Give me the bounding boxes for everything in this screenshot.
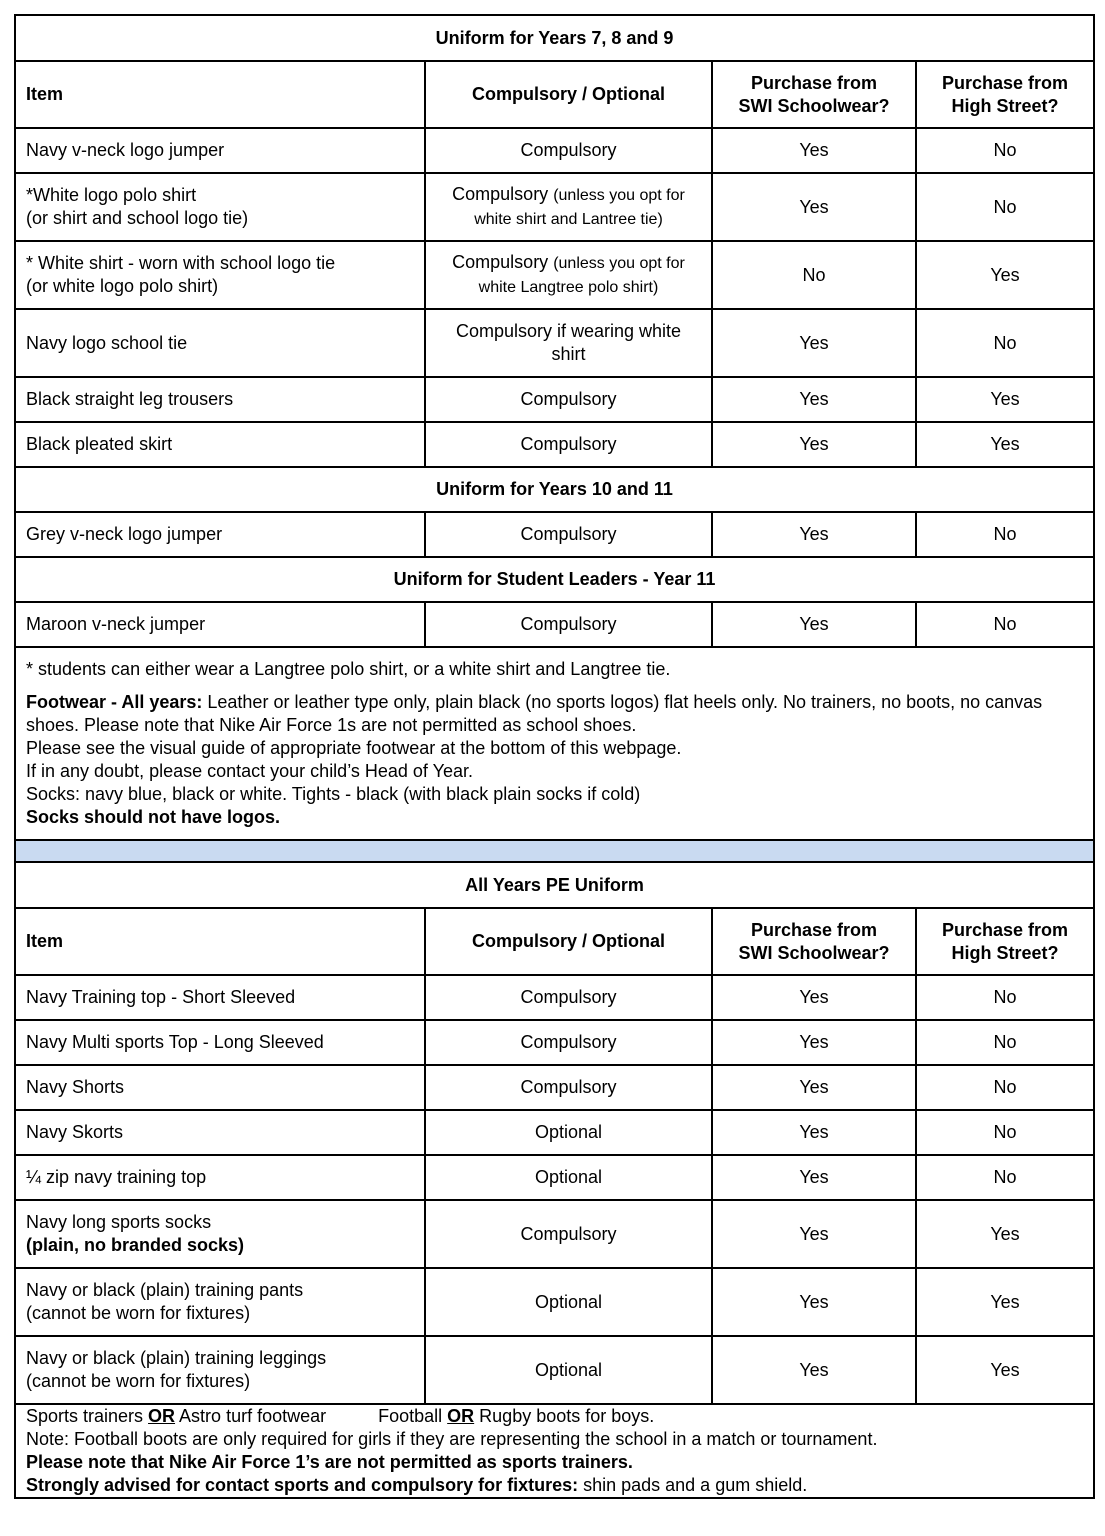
uniform-table — [14, 14, 1095, 1499]
swi-cell: Yes — [712, 975, 916, 1020]
uniform-notes-row — [15, 647, 1094, 840]
item-cell: Black straight leg trousers — [15, 377, 425, 422]
column-header-row — [15, 908, 1094, 975]
swi-cell: Yes — [712, 1065, 916, 1110]
swi-cell: Yes — [712, 1268, 916, 1336]
item-cell: * White shirt - worn with school logo tie (or white logo polo shirt) — [15, 241, 425, 309]
col-header-item: Item — [15, 908, 425, 975]
high-street-cell: Yes — [916, 377, 1094, 422]
footwear-requirement: Sports trainers OR Astro turf footwear Football OR Rugby boots for boys. — [26, 1406, 655, 1426]
swi-cell: Yes — [712, 1110, 916, 1155]
section-title: Uniform for Student Leaders - Year 11 — [15, 557, 1094, 602]
high-street-cell: Yes — [916, 1268, 1094, 1336]
item-cell: Navy Training top - Short Sleeved — [15, 975, 425, 1020]
high-street-cell: No — [916, 602, 1094, 647]
status-cell: Optional — [425, 1268, 712, 1336]
footwear-note: Footwear - All years: Leather or leather type only, plain black (no sports logos) flat heels only. No trainers, no boots, no canvas shoes. Please note that Nike Air Force 1s are not permitted as school shoes. — [26, 692, 1043, 735]
item-cell: Maroon v-neck jumper — [15, 602, 425, 647]
high-street-cell: No — [916, 512, 1094, 557]
visual-guide-note: Please see the visual guide of appropriate footwear at the bottom of this webpage. — [26, 738, 682, 758]
status-cell: Compulsory (unless you opt for white shirt and Lantree tie) — [425, 173, 712, 241]
high-street-cell: No — [916, 128, 1094, 173]
table-row — [15, 1155, 1094, 1200]
col-header-high-street: Purchase from High Street? — [916, 61, 1094, 128]
pe-notes — [15, 1404, 1094, 1498]
status-cell: Compulsory — [425, 975, 712, 1020]
status-cell: Compulsory — [425, 1200, 712, 1268]
col-header-swi: Purchase from SWI Schoolwear? — [712, 61, 916, 128]
table-row — [15, 602, 1094, 647]
item-cell: Black pleated skirt — [15, 422, 425, 467]
high-street-cell: Yes — [916, 241, 1094, 309]
item-cell: *White logo polo shirt (or shirt and school logo tie) — [15, 173, 425, 241]
swi-cell: Yes — [712, 512, 916, 557]
swi-cell: Yes — [712, 173, 916, 241]
status-cell: Compulsory — [425, 602, 712, 647]
status-cell: Optional — [425, 1336, 712, 1404]
table-row — [15, 1336, 1094, 1404]
high-street-cell: Yes — [916, 1336, 1094, 1404]
table-row — [15, 1268, 1094, 1336]
status-cell: Compulsory if wearing white shirt — [425, 309, 712, 377]
table-row — [15, 422, 1094, 467]
air-force-note: Please note that Nike Air Force 1’s are not permitted as sports trainers. — [26, 1452, 633, 1472]
table-row — [15, 309, 1094, 377]
swi-cell: Yes — [712, 1200, 916, 1268]
col-header-status: Compulsory / Optional — [425, 908, 712, 975]
status-cell: Compulsory — [425, 1020, 712, 1065]
section-title: Uniform for Years 7, 8 and 9 — [15, 15, 1094, 61]
section-header-years-10-11 — [15, 467, 1094, 512]
high-street-cell: No — [916, 1110, 1094, 1155]
item-cell: Navy v-neck logo jumper — [15, 128, 425, 173]
table-row — [15, 128, 1094, 173]
table-row — [15, 1065, 1094, 1110]
section-header-student-leaders — [15, 557, 1094, 602]
table-row — [15, 975, 1094, 1020]
swi-cell: Yes — [712, 1336, 916, 1404]
football-boots-note: Note: Football boots are only required for girls if they are representing the school in a match or tournament. — [26, 1429, 878, 1449]
item-cell: Navy Shorts — [15, 1065, 425, 1110]
status-cell: Optional — [425, 1110, 712, 1155]
status-cell: Compulsory — [425, 1065, 712, 1110]
item-cell: Navy Skorts — [15, 1110, 425, 1155]
status-cell: Compulsory — [425, 128, 712, 173]
status-cell: Optional — [425, 1155, 712, 1200]
section-title: Uniform for Years 10 and 11 — [15, 467, 1094, 512]
item-cell: Navy long sports socks (plain, no branded socks) — [15, 1200, 425, 1268]
high-street-cell: No — [916, 1155, 1094, 1200]
swi-cell: Yes — [712, 128, 916, 173]
pe-notes-row — [15, 1404, 1094, 1498]
item-cell: Navy Multi sports Top - Long Sleeved — [15, 1020, 425, 1065]
item-cell: Grey v-neck logo jumper — [15, 512, 425, 557]
status-cell: Compulsory — [425, 377, 712, 422]
high-street-cell: Yes — [916, 422, 1094, 467]
status-cell: Compulsory — [425, 512, 712, 557]
section-title: All Years PE Uniform — [15, 862, 1094, 908]
swi-cell: Yes — [712, 422, 916, 467]
table-row — [15, 173, 1094, 241]
table-row — [15, 241, 1094, 309]
table-row — [15, 512, 1094, 557]
divider — [15, 840, 1094, 862]
high-street-cell: No — [916, 1020, 1094, 1065]
table-row — [15, 1110, 1094, 1155]
table-row — [15, 1020, 1094, 1065]
table-row — [15, 1200, 1094, 1268]
swi-cell: Yes — [712, 377, 916, 422]
swi-cell: Yes — [712, 1020, 916, 1065]
protection-note: Strongly advised for contact sports and compulsory for fixtures: shin pads and a gum shield. — [26, 1475, 808, 1495]
item-cell: ¼ zip navy training top — [15, 1155, 425, 1200]
swi-cell: No — [712, 241, 916, 309]
table-row — [15, 377, 1094, 422]
high-street-cell: No — [916, 309, 1094, 377]
section-header-pe — [15, 862, 1094, 908]
section-header-years-7-9 — [15, 15, 1094, 61]
item-cell: Navy logo school tie — [15, 309, 425, 377]
star-note: * students can either wear a Langtree polo shirt, or a white shirt and Langtree tie. — [26, 659, 671, 679]
swi-cell: Yes — [712, 1155, 916, 1200]
high-street-cell: No — [916, 1065, 1094, 1110]
high-street-cell: No — [916, 975, 1094, 1020]
doubt-note: If in any doubt, please contact your child’s Head of Year. — [26, 761, 473, 781]
socks-note: Socks: navy blue, black or white. Tights - black (with black plain socks if cold) — [26, 784, 641, 804]
col-header-status: Compulsory / Optional — [425, 61, 712, 128]
high-street-cell: Yes — [916, 1200, 1094, 1268]
divider-band — [15, 840, 1094, 862]
high-street-cell: No — [916, 173, 1094, 241]
col-header-high-street: Purchase from High Street? — [916, 908, 1094, 975]
status-cell: Compulsory — [425, 422, 712, 467]
col-header-swi: Purchase from SWI Schoolwear? — [712, 908, 916, 975]
status-cell: Compulsory (unless you opt for white Langtree polo shirt) — [425, 241, 712, 309]
no-logos-note: Socks should not have logos. — [26, 807, 281, 827]
item-cell: Navy or black (plain) training pants (cannot be worn for fixtures) — [15, 1268, 425, 1336]
column-header-row — [15, 61, 1094, 128]
uniform-notes — [15, 647, 1094, 840]
col-header-item: Item — [15, 61, 425, 128]
swi-cell: Yes — [712, 309, 916, 377]
swi-cell: Yes — [712, 602, 916, 647]
item-cell: Navy or black (plain) training leggings (cannot be worn for fixtures) — [15, 1336, 425, 1404]
